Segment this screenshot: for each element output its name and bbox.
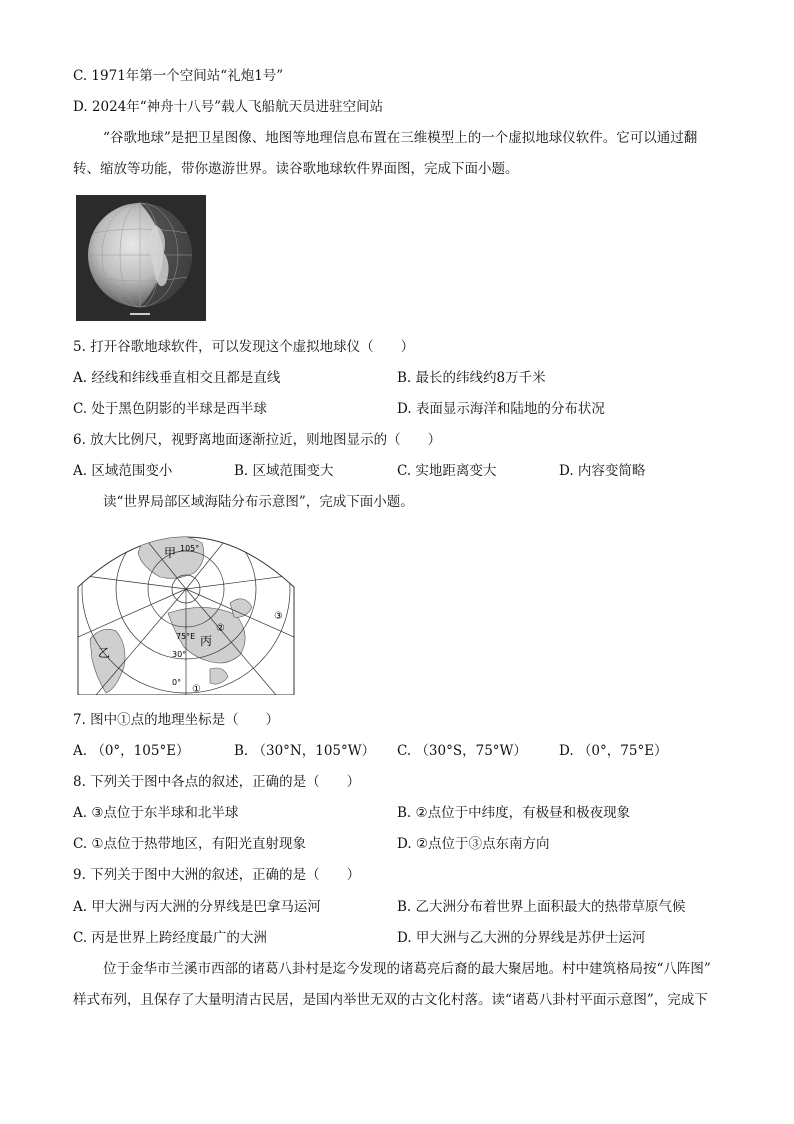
intro-zhuge-village-1: 位于金华市兰溪市西部的诸葛八卦村是迄今发现的诸葛亮后裔的最大聚居地。村中建筑格局按“八阵图” <box>103 961 711 977</box>
q9-option-a: A. 甲大洲与丙大洲的分界线是巴拿马运河 <box>73 899 321 915</box>
q9-option-c: C. 丙是世界上跨经度最广的大洲 <box>73 930 267 946</box>
q8-option-d: D. ②点位于③点东南方向 <box>397 836 550 852</box>
map-label-jia: 甲 <box>164 546 177 560</box>
intro-google-earth-1: “谷歌地球”是把卫星图像、地图等地理信息布置在三维模型上的一个虚拟地球仪软件。它可以通过翻 <box>103 130 698 146</box>
q5-option-c: C. 处于黑色阴影的半球是西半球 <box>73 401 267 417</box>
map-label-bing: 丙 <box>200 634 213 648</box>
q9-stem: 9. 下列关于图中大洲的叙述，正确的是（ ） <box>73 867 361 883</box>
q8-stem: 8. 下列关于图中各点的叙述，正确的是（ ） <box>73 774 361 790</box>
q5-option-b: B. 最长的纬线约8万千米 <box>397 370 546 386</box>
option-d-prev: D. 2024年“神舟十八号”载人飞船航天员进驻空间站 <box>73 99 384 115</box>
map-point-1: ① <box>192 684 201 695</box>
q6-option-c: C. 实地距离变大 <box>397 463 497 479</box>
q6-option-d: D. 内容变简略 <box>559 463 646 479</box>
q8-option-c: C. ①点位于热带地区，有阳光直射现象 <box>73 836 307 852</box>
world-region-map <box>76 527 296 695</box>
map-point-3: ③ <box>274 611 283 622</box>
intro-google-earth-2: 转、缩放等功能，带你遨游世界。读谷歌地球软件界面图，完成下面小题。 <box>73 161 519 177</box>
google-earth-figure <box>76 195 206 321</box>
map-point-2: ② <box>216 623 225 634</box>
q5-option-d: D. 表面显示海洋和陆地的分布状况 <box>397 401 605 417</box>
globe-image <box>76 195 206 321</box>
q8-option-b: B. ②点位于中纬度，有极昼和极夜现象 <box>397 805 631 821</box>
q9-option-b: B. 乙大洲分布着世界上面积最大的热带草原气候 <box>397 899 686 915</box>
q7-option-a: A. （0°，105°E） <box>73 743 190 759</box>
q5-option-a: A. 经线和纬线垂直相交且都是直线 <box>73 370 281 386</box>
intro-zhuge-village-2: 样式布列，且保存了大量明清古民居，是国内举世无双的古文化村落。读“诸葛八卦村平面示意图”，完成下 <box>73 992 708 1008</box>
map-label-30: 30° <box>172 650 187 659</box>
option-c-prev: C. 1971年第一个空间站“礼炮1号” <box>73 68 284 84</box>
q8-option-a: A. ③点位于东半球和北半球 <box>73 805 239 821</box>
q7-stem: 7. 图中①点的地理坐标是（ ） <box>73 712 280 728</box>
q6-option-b: B. 区域范围变大 <box>234 463 334 479</box>
q7-option-b: B. （30°N，105°W） <box>234 743 376 759</box>
intro-world-map: 读“世界局部区域海陆分布示意图”，完成下面小题。 <box>103 494 414 510</box>
q6-option-a: A. 区域范围变小 <box>73 463 173 479</box>
q9-option-d: D. 甲大洲与乙大洲的分界线是苏伊士运河 <box>397 930 646 946</box>
q6-stem: 6. 放大比例尺，视野离地面逐渐拉近，则地图显示的（ ） <box>73 432 442 448</box>
map-drawing <box>76 527 296 695</box>
q5-stem: 5. 打开谷歌地球软件，可以发现这个虚拟地球仪（ ） <box>73 339 415 355</box>
q7-option-d: D. （0°，75°E） <box>559 743 668 759</box>
map-label-75e: 75°E <box>176 632 196 641</box>
map-label-0: 0° <box>172 678 182 687</box>
q7-option-c: C. （30°S，75°W） <box>397 743 527 759</box>
map-label-yi: 乙 <box>98 646 111 660</box>
map-label-105: 105° <box>180 544 200 553</box>
